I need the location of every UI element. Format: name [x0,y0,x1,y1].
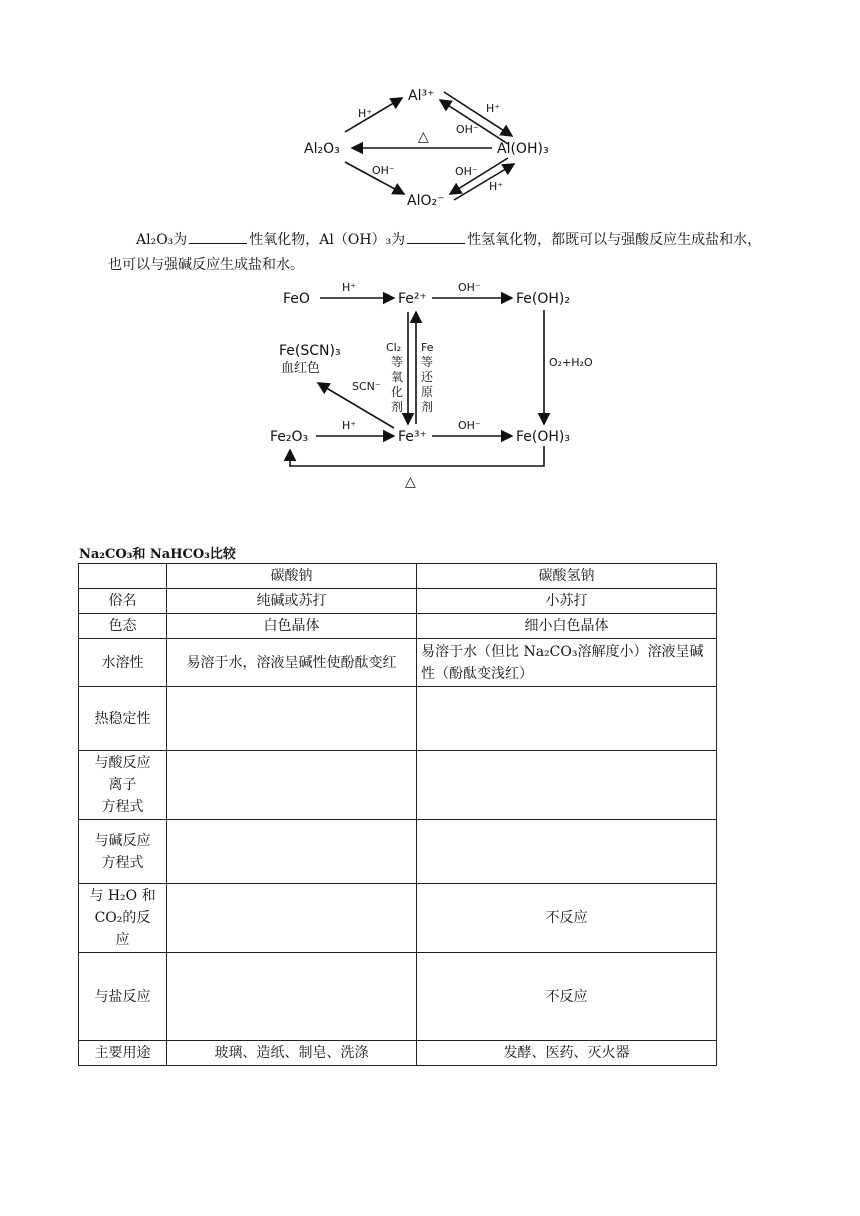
table-title: Na₂CO₃和 NaHCO₃比较 [79,547,236,562]
heat-symbol: △ [418,129,429,145]
blood-red-label: 血红色 [281,361,321,376]
reductant-char: 还 [421,370,434,384]
fe-reductant-label: Fe [421,341,434,354]
na2co3-cell: 纯碱或苏打 [167,589,417,614]
reductant-char: 等 [421,355,434,369]
amphoteric-paragraph [108,228,788,278]
nahco3-cell[interactable] [417,751,717,820]
table-header-row [79,564,717,589]
label-line: CO₂的反 [94,910,151,926]
heat-symbol: △ [405,474,416,490]
oh-minus-label: OH⁻ [458,281,481,294]
al3-ion-label: Al³⁺ [408,88,435,104]
nahco3-cell: 易溶于水（但比 Na₂CO₃溶解度小）溶液呈碱性（酚酞变浅红） [417,639,717,687]
aluminum-conversion-diagram [0,80,860,220]
h-plus-label: H⁺ [358,107,373,120]
h-plus-label: H⁺ [486,102,501,115]
na2co3-cell[interactable] [167,884,417,953]
oh-minus-label: OH⁻ [458,419,481,432]
aloh3-label: Al(OH)₃ [497,141,549,157]
oxidant-char: 等 [391,355,404,369]
oh-minus-label: OH⁻ [372,164,395,177]
arrow-al2o3-to-al3 [345,98,402,132]
table-row [79,589,717,614]
nahco3-cell[interactable] [417,820,717,884]
row-label [79,884,167,953]
paragraph-text: 性氢氧化物，都既可以与强酸反应生成盐和水， [467,232,762,248]
oh-minus-label: OH⁻ [456,123,479,136]
o2-h2o-label: O₂+H₂O [549,356,593,369]
row-label: 主要用途 [79,1041,167,1066]
nahco3-cell[interactable] [417,687,717,751]
table-row [79,751,717,820]
label-line: 应 [115,932,130,948]
header-cell: 碳酸钠 [167,564,417,589]
oh-minus-label: OH⁻ [455,165,478,178]
fe3-ion-label: Fe³⁺ [398,429,427,445]
na2co3-cell[interactable] [167,820,417,884]
fe2o3-label: Fe₂O₃ [270,429,309,445]
arrow-feoh3-to-fe2o3 [290,446,544,466]
answer-blank[interactable] [189,231,247,244]
oxidant-char: 剂 [391,400,404,414]
h-plus-label: H⁺ [342,419,357,432]
na2co3-cell[interactable] [167,751,417,820]
label-line: 离子 [108,777,137,793]
table-row [79,614,717,639]
oxidant-char: 化 [391,385,404,399]
fe2-ion-label: Fe²⁺ [398,291,427,307]
na2co3-cell[interactable] [167,953,417,1041]
row-label: 水溶性 [79,639,167,687]
paragraph-text: Al₂O₃为 [136,232,188,248]
nahco3-cell: 发酵、医药、灭火器 [417,1041,717,1066]
h-plus-label: H⁺ [489,180,504,193]
feo-label: FeO [283,291,310,307]
header-cell [79,564,167,589]
table-row [79,820,717,884]
row-label: 热稳定性 [79,687,167,751]
label-line: 与碱反应 [94,832,151,849]
table-row [79,687,717,751]
label-line: 与酸反应 [94,755,151,771]
na2co3-cell: 玻璃、造纸、制皂、洗涤 [167,1041,417,1066]
label-line: 与 H₂O 和 [89,888,156,904]
row-label: 色态 [79,614,167,639]
label-line: 方程式 [101,799,144,815]
label-line: 方程式 [101,854,144,871]
scn-minus-label: SCN⁻ [352,380,381,393]
answer-blank[interactable] [407,231,465,244]
na2co3-cell[interactable] [167,687,417,751]
paragraph-text: 也可以与强碱反应生成盐和水。 [108,257,304,273]
row-label [79,751,167,820]
na2co3-cell: 白色晶体 [167,614,417,639]
oxidant-char: 氧 [391,370,404,384]
table-row [79,639,717,687]
feoh3-label: Fe(OH)₃ [516,429,570,445]
h-plus-label: H⁺ [342,281,357,294]
nahco3-cell: 不反应 [417,884,717,953]
na2co3-cell: 易溶于水，溶液呈碱性使酚酞变红 [167,639,417,687]
nahco3-cell: 小苏打 [417,589,717,614]
comparison-table [78,563,717,1066]
iron-conversion-diagram [0,275,860,500]
reductant-char: 原 [421,385,434,399]
header-cell: 碳酸氢钠 [417,564,717,589]
row-label [79,820,167,884]
fescn3-label: Fe(SCN)₃ [279,343,341,359]
al2o3-label: Al₂O₃ [304,141,340,157]
reductant-char: 剂 [421,400,434,414]
row-label: 俗名 [79,589,167,614]
table-row [79,1041,717,1066]
alo2-label: AlO₂⁻ [407,193,445,209]
feoh2-label: Fe(OH)₂ [516,291,570,307]
table-row [79,953,717,1041]
paragraph-text: 性氧化物，Al（OH）₃为 [249,232,406,248]
table-row [79,884,717,953]
row-label: 与盐反应 [79,953,167,1041]
nahco3-cell: 细小白色晶体 [417,614,717,639]
nahco3-cell: 不反应 [417,953,717,1041]
cl2-label: Cl₂ [386,341,402,354]
